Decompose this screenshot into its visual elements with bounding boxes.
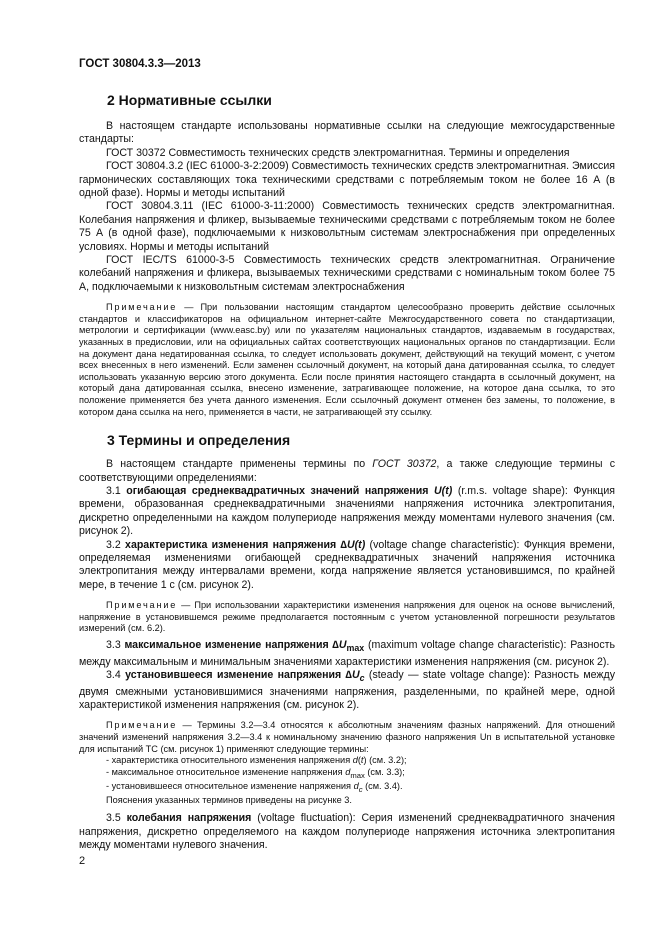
delta-icon: ∆ xyxy=(345,668,352,681)
section-2-intro: В настоящем стандарте использованы нормативные ссылки на следующие межгосударственные стандарты: xyxy=(79,120,615,146)
dash-item: - характеристика относительного изменения напряжения d(t) (см. 3.2); xyxy=(106,755,407,766)
reference-item: ГОСТ 30372 Совместимость технических средств электромагнитная. Термины и определения xyxy=(106,146,570,159)
reference-item: ГОСТ 30804.3.11 (IEC 61000-3-11:2000) Совместимость технических средств электромагнитная. Колебания напряжения и фликер, вызываемые техническими средствами с потребляемым током не более 75 А (в одной фазе), подключаемыми к низковольтным системам электроснабжения при определенных условиях. Нормы и методы испытаний xyxy=(79,200,615,253)
dash-item: - максимальное относительное изменение напряжения $d_{max}$ (см. 3.3); xyxy=(106,766,405,780)
gost-ref: ГОСТ 30372 xyxy=(372,458,437,471)
terms-note: Примечание — Термины 3.2—3.4 относятся к абсолютным значениям фазных напряжений. Для отношений значений изменений напряжения 3.2—3.4 к номинальному значению фазного напряжения Un в испытательной установке для испытаний ТС (см. рисунок 1) применяют следующие термины: xyxy=(79,720,615,754)
note-end: Пояснения указанных терминов приведены на рисунке 3. xyxy=(106,794,352,805)
page-content xyxy=(79,88,615,853)
dash-item: - установившееся относительное изменение напряжения $d_c$ (см. 3.4). xyxy=(106,780,403,794)
note-text: — При пользовании настоящим стандартом целесообразно проверить действие ссылочных стандартов и классификаторов на официальном интернет-сайте Межгосударственного совета по стандартизации, метрологии и сертификации (www.easc.by) или по указателям национальных стандартов, издаваемым в государствах, указанных в предисловии, или на официальных сайтах соответствующих национальных органов по стандартизации. Если на документ дана недатированная ссылка, то следует использовать документ, действующий на текущий момент, с учетом всех внесенных в него изменений. Если заменен ссылочный документ, на который дана датированная ссылка, то следует использовать указанную версию этого документа. Если после принятия настоящего стандарта в ссылочный документ, на который дана датированная ссылка, внесено изменение, затрагивающее положение, на которое дана ссылка, то это положение применяется без учета данного изменения. Если ссылочный документ отменен без замены, то положение, в котором дана ссылка на него, применяется в части, не затрагивающей эту ссылку. xyxy=(79,302,615,417)
page-number: 2 xyxy=(79,855,86,867)
section-2-note xyxy=(79,302,615,418)
section-3-intro: В настоящем стандарте применены термины по ГОСТ 30372, а также следующие термины с соответствующими определениями: xyxy=(79,458,615,484)
term-3-1: 3.1 огибающая среднеквадратичных значений напряжения U(t) (r.m.s. voltage shape): Функция времени, образованная среднеквадратичными значениями напряжения источника электропитания, дискретно определенными на каждом полупериоде напряжения между моментами нулевого значения (см. рисунок 2). xyxy=(79,485,615,538)
delta-icon: ∆ xyxy=(332,639,339,652)
term-3-4: 3.4 установившееся изменение напряжения $\Delta U_c$ (steady — state voltage change): Разность между двумя смежными установившимися значениями напряжения, разделенными, по крайней мере, одной характеристикой изменения напряжения (см. рисунок 2). xyxy=(79,668,615,711)
page-header: ГОСТ 30804.3.3—2013 xyxy=(79,58,201,70)
term-3-3: 3.3 максимальное изменение напряжения $\Delta U_{max}$ (maximum voltage change characteristic): Разность между максимальным и минимальным значениями характеристики изменения напряжения (см. рисунок 2). xyxy=(79,639,615,668)
term-3-2: 3.2 характеристика изменения напряжения ∆U(t) (voltage change characteristic): Функция времени, определяемая изменениями огибающей среднеквадратичных значений напряжения источника электропитания между интервалами времени, когда напряжение является установившимся, по крайней мере, в течение 1 с (см. рисунок 2). xyxy=(79,538,615,591)
reference-item: ГОСТ 30804.3.2 (IEC 61000-3-2:2009) Совместимость технических средств электромагнитная. Эмиссия гармонических составляющих тока техническими средствами с потребляемым током не более 16 А (в одной фазе). Нормы и методы испытаний xyxy=(79,160,615,200)
note-label: Примечание xyxy=(106,302,178,313)
term-3-5: 3.5 колебания напряжения (voltage fluctuation): Серия изменений среднеквадратичного значения напряжения, дискретно определяемого на каждом полупериоде напряжения источника электропитания между моментами нулевого значения. xyxy=(79,812,615,852)
section-3-title: 3 Термины и определения xyxy=(107,432,291,449)
reference-item: ГОСТ IEC/TS 61000-3-5 Совместимость технических средств электромагнитная. Ограничение колебаний напряжения и фликера, вызываемых техническими средствами с номинальным током более 75 А, подключаемыми к низковольтным системам электроснабжения xyxy=(79,254,615,293)
delta-icon: ∆ xyxy=(340,538,347,551)
term-3-2-note: Примечание — При использовании характеристики изменения напряжения для оценок на основе вычислений, напряжение в установившемся режиме предполагается постоянным с учетом установленной погрешности результатов измерений (см. 6.2). xyxy=(79,600,615,634)
section-2-title: 2 Нормативные ссылки xyxy=(107,92,272,108)
